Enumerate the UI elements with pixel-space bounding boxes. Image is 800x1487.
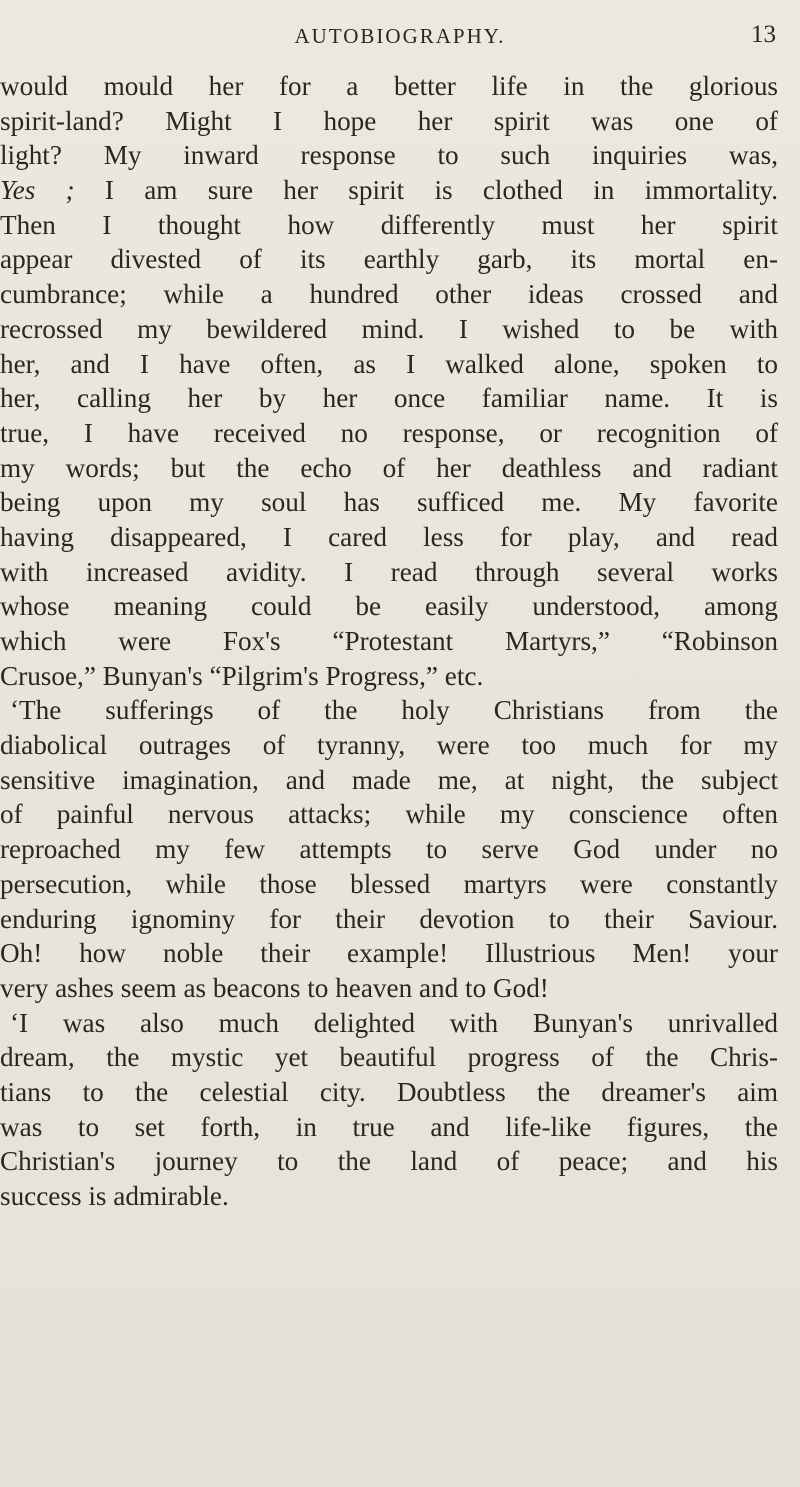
- text-line: dream, the mystic yet beautiful progress of the Chris-: [0, 1042, 778, 1073]
- text-line: Oh! how noble their example! Illustrious Men! your: [0, 938, 778, 969]
- text-line: having disappeared, I cared less for play, and read: [0, 521, 778, 552]
- text-line: whose meaning could be easily understood, among: [0, 591, 778, 622]
- text-line: my words; but the echo of her deathless and radiant: [0, 452, 778, 483]
- text-line: spirit-land? Might I hope her spirit was one of: [0, 105, 778, 136]
- text-line-rest: I am sure her spirit is clothed in immortality.: [74, 175, 778, 206]
- text-line: with increased avidity. I read through several works: [0, 556, 778, 587]
- text-line: sensitive imagination, and made me, at night, the subject: [0, 764, 778, 795]
- text-line: recrossed my bewildered mind. I wished to be with: [0, 313, 778, 344]
- text-line: light? My inward response to such inquiries was,: [0, 140, 778, 171]
- text-line: cumbrance; while a hundred other ideas crossed and: [0, 279, 778, 310]
- text-line: Crusoe,” Bunyan's “Pilgrim's Progress,” etc.: [0, 660, 484, 691]
- text-line: enduring ignominy for their devotion to their Saviour.: [0, 903, 778, 934]
- text-line: appear divested of its earthly garb, its mortal en-: [0, 244, 778, 275]
- text-line: [0, 173, 778, 208]
- text-line: true, I have received no response, or recognition of: [0, 417, 778, 448]
- text-line: tians to the celestial city. Doubtless the dreamer's aim: [0, 1076, 778, 1107]
- text-line: which were Fox's “Protestant Martyrs,” “Robinson: [0, 626, 778, 656]
- paragraph-start: ‘The sufferings of the holy Christians from the: [10, 695, 778, 726]
- text-line: very ashes seem as beacons to heaven and to God!: [0, 972, 549, 1003]
- page-number: 13: [751, 21, 776, 48]
- paragraph-start: ‘I was also much delighted with Bunyan's unrivalled: [10, 1007, 778, 1038]
- running-title: AUTOBIOGRAPHY.: [294, 24, 506, 48]
- text-line: being upon my soul has sufficed me. My favorite: [0, 487, 778, 518]
- text-line: of painful nervous attacks; while my conscience often: [0, 799, 778, 830]
- text-line: would mould her for a better life in the glorious: [0, 71, 778, 101]
- text-line: persecution, while those blessed martyrs were constantly: [0, 868, 778, 899]
- text-line: was to set forth, in true and life-like figures, the: [0, 1111, 778, 1142]
- text-line: her, calling her by her once familiar name. It is: [0, 383, 778, 414]
- text-line: Then I thought how differently must her spirit: [0, 209, 778, 240]
- text-line: her, and I have often, as I walked alone, spoken to: [0, 348, 778, 379]
- text-line: diabolical outrages of tyranny, were too much for my: [0, 730, 778, 761]
- text-line: success is admirable.: [0, 1181, 229, 1211]
- body-text: [0, 69, 778, 1214]
- text-line: reproached my few attempts to serve God under no: [0, 834, 778, 865]
- emphasis-yes: Yes ;: [0, 175, 75, 206]
- running-head: [0, 14, 800, 54]
- text-line: Christian's journey to the land of peace; and his: [0, 1146, 778, 1177]
